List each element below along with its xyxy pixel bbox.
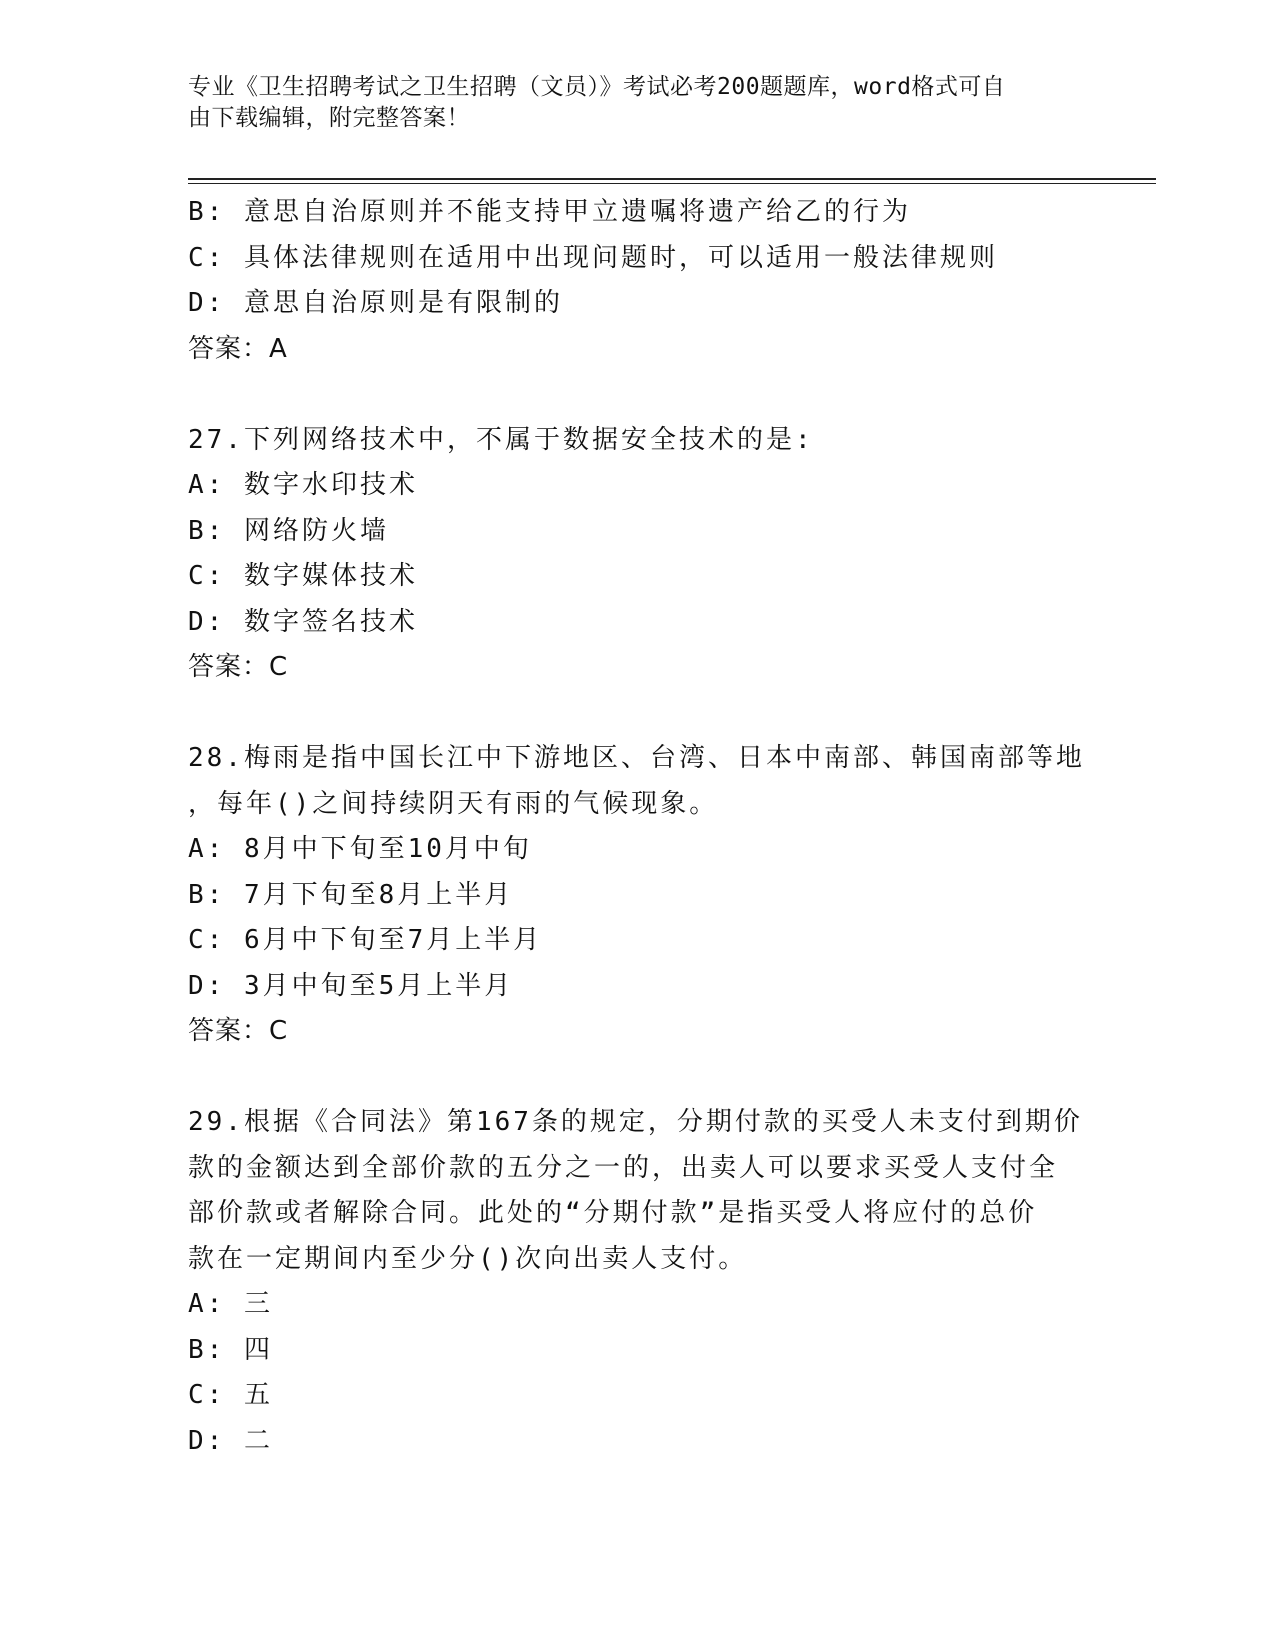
question-list bbox=[188, 190, 1088, 1464]
option-c: C: 6月中下旬至7月上半月 bbox=[188, 925, 543, 955]
option-c: C: 数字媒体技术 bbox=[188, 561, 418, 591]
document-header bbox=[188, 72, 1078, 134]
question-28 bbox=[188, 736, 1088, 1055]
option-a: A: 8月中下旬至10月中旬 bbox=[188, 834, 532, 864]
question-29 bbox=[188, 1100, 1088, 1464]
question-stem-line-1: 28.梅雨是指中国长江中下游地区、台湾、日本中南部、韩国南部等地 bbox=[188, 743, 1085, 773]
answer-line: 答案：A bbox=[188, 333, 288, 364]
question-spacer bbox=[188, 691, 1088, 737]
option-a: A: 三 bbox=[188, 1289, 273, 1319]
question-spacer bbox=[188, 372, 1088, 418]
option-b: B: 网络防火墙 bbox=[188, 515, 389, 546]
option-b: B: 意思自治原则并不能支持甲立遗嘱将遗产给乙的行为 bbox=[188, 197, 911, 227]
option-c: C: 具体法律规则在适用中出现问题时，可以适用一般法律规则 bbox=[188, 242, 998, 273]
header-divider-thick bbox=[188, 178, 1156, 180]
option-d: D: 3月中旬至5月上半月 bbox=[188, 970, 514, 1001]
option-d: D: 意思自治原则是有限制的 bbox=[188, 288, 563, 318]
answer-line: 答案：C bbox=[188, 652, 289, 682]
question-stem-line-2: ，每年()之间持续阴天有雨的气候现象。 bbox=[188, 788, 719, 819]
question-27 bbox=[188, 418, 1088, 691]
question-stem-line-4: 款在一定期间内至少分()次向出卖人支付。 bbox=[188, 1243, 748, 1274]
question-26-continued bbox=[188, 190, 1088, 372]
answer-line: 答案：C bbox=[188, 1016, 289, 1046]
option-b: B: 四 bbox=[188, 1334, 273, 1365]
option-b: B: 7月下旬至8月上半月 bbox=[188, 879, 514, 910]
header-line-2: 由下载编辑，附完整答案！ bbox=[188, 105, 470, 131]
option-c: C: 五 bbox=[188, 1380, 273, 1410]
question-stem: 27.下列网络技术中，不属于数据安全技术的是: bbox=[188, 424, 814, 455]
question-stem-line-3: 部价款或者解除合同。此处的“分期付款”是指买受人将应付的总价 bbox=[188, 1198, 1038, 1228]
question-spacer bbox=[188, 1055, 1088, 1101]
question-stem-line-1: 29.根据《合同法》第167条的规定，分期付款的买受人未支付到期价 bbox=[188, 1107, 1083, 1137]
option-d: D: 数字签名技术 bbox=[188, 606, 418, 637]
question-stem-line-2: 款的金额达到全部价款的五分之一的，出卖人可以要求买受人支付全 bbox=[188, 1152, 1059, 1183]
option-d: D: 二 bbox=[188, 1425, 273, 1456]
header-divider-thin bbox=[188, 183, 1156, 184]
header-line-1: 专业《卫生招聘考试之卫生招聘（文员）》考试必考200题题库，word格式可自 bbox=[188, 74, 1006, 100]
option-a: A: 数字水印技术 bbox=[188, 470, 418, 500]
